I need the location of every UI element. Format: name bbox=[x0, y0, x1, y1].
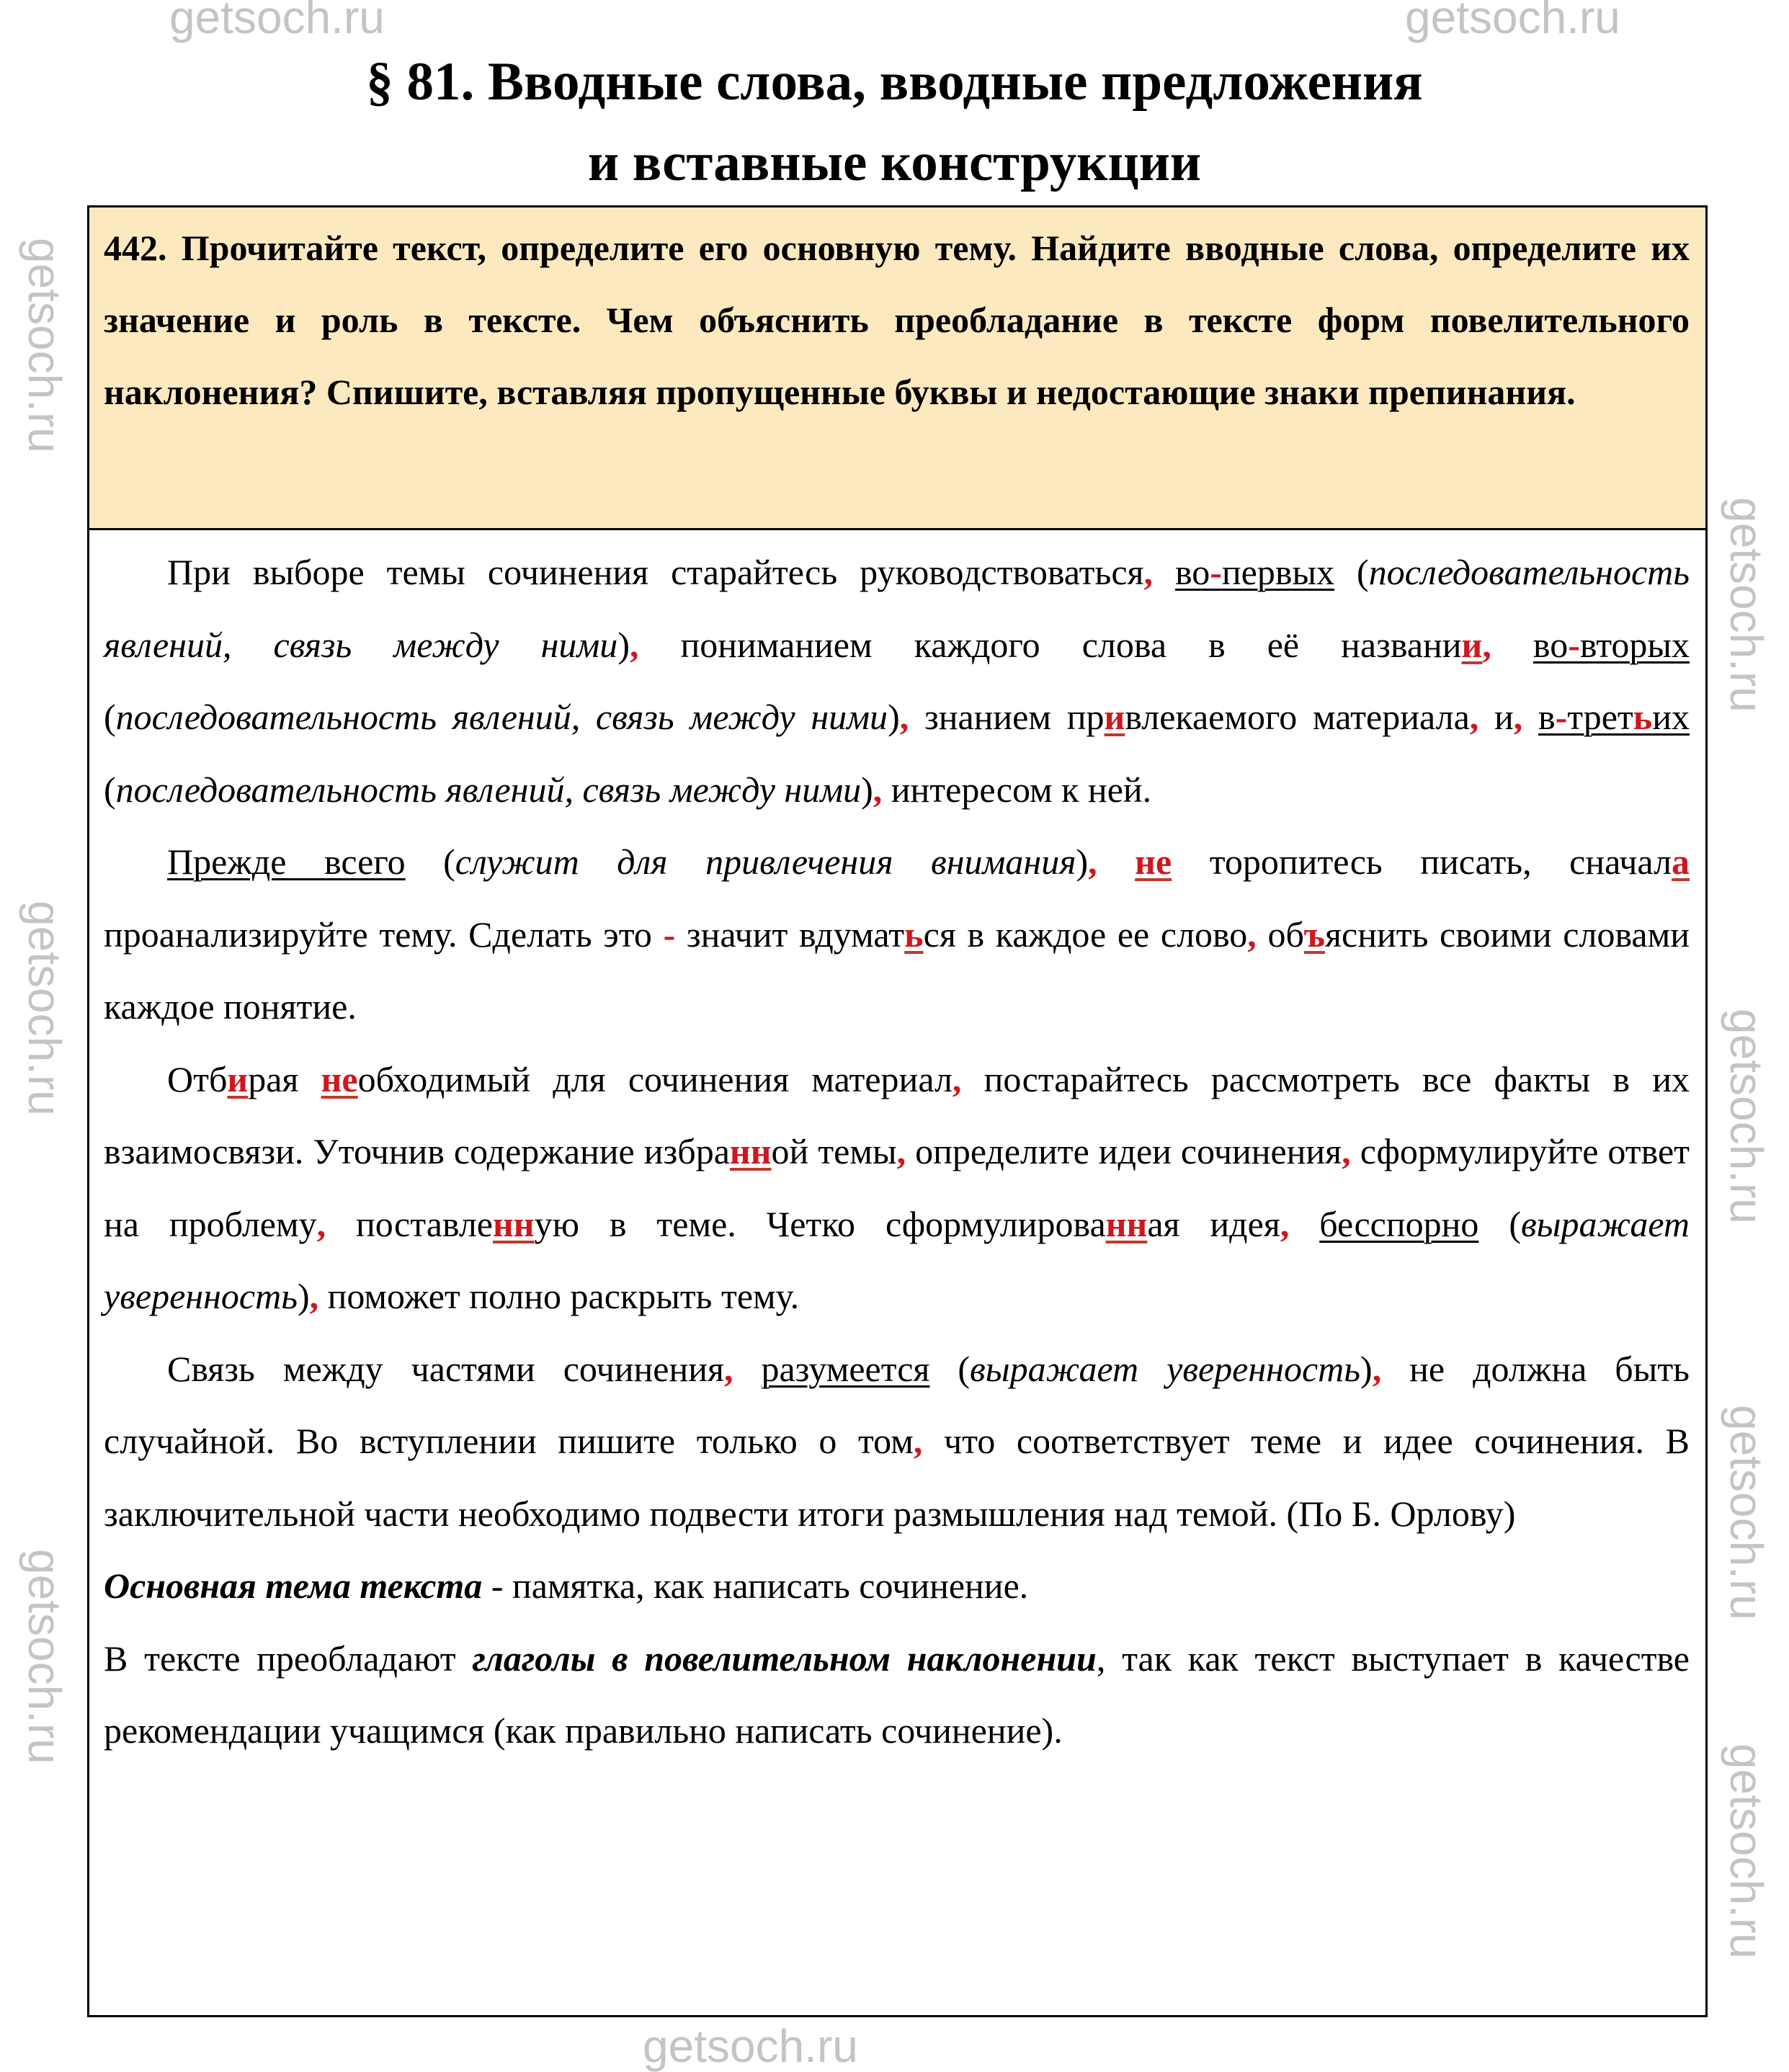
section-title bbox=[0, 42, 1789, 203]
inserted-punctuation: - bbox=[663, 914, 676, 955]
text-segment: обходимый для сочинения материал bbox=[357, 1058, 953, 1099]
inserted-punctuation: , bbox=[1088, 841, 1097, 882]
text-segment: ( bbox=[405, 841, 455, 882]
watermark: getsoch.ru bbox=[1721, 1009, 1772, 1224]
watermark: getsoch.ru bbox=[169, 0, 385, 43]
text-segment: Связь между частями сочинения bbox=[167, 1348, 724, 1389]
watermark: getsoch.ru bbox=[1721, 1743, 1772, 1959]
text-segment: ой темы bbox=[771, 1131, 897, 1171]
inserted-letter: нн bbox=[729, 1131, 772, 1171]
inserted-letter: а bbox=[1672, 841, 1690, 882]
watermark: getsoch.ru bbox=[19, 901, 71, 1116]
inserted-punctuation: , bbox=[309, 1276, 319, 1316]
text-segment bbox=[1522, 697, 1538, 737]
text-segment: рая bbox=[248, 1058, 321, 1099]
inserted-punctuation: , bbox=[1247, 914, 1257, 955]
text-segment: ( bbox=[1478, 1203, 1521, 1244]
text-segment: ( bbox=[1334, 552, 1369, 592]
introductory-word: их bbox=[1652, 697, 1690, 737]
section-title-line-1: § 81. Вводные слова, вводные предложения bbox=[366, 52, 1423, 112]
introductory-word: трет bbox=[1567, 697, 1633, 737]
text-paragraph bbox=[104, 1043, 1690, 1333]
inserted-letter: и bbox=[1461, 624, 1483, 665]
meaning-note: последовательность явлений, связь между ними bbox=[115, 697, 888, 737]
text-segment: определите идеи сочинения bbox=[906, 1131, 1342, 1171]
introductory-word: первых bbox=[1221, 552, 1335, 592]
text-segment: ся в каждое ее слово bbox=[923, 914, 1248, 955]
inserted-punctuation: , bbox=[899, 697, 909, 737]
text-segment: ) bbox=[1360, 1348, 1373, 1389]
inserted-hyphen: ь bbox=[1633, 697, 1653, 737]
text-paragraph bbox=[104, 1333, 1690, 1550]
inserted-hyphen: - bbox=[1555, 697, 1568, 737]
inserted-letter: нн bbox=[1105, 1203, 1148, 1244]
introductory-word: вторых bbox=[1579, 624, 1690, 665]
text-segment: ) bbox=[888, 697, 900, 737]
meaning-note: последовательность явлений, связь между ними bbox=[115, 769, 862, 810]
inserted-punctuation: , bbox=[1280, 1203, 1290, 1244]
meaning-note: служит для привлечения внимания bbox=[455, 841, 1076, 882]
inserted-punctuation: , bbox=[896, 1131, 906, 1171]
inserted-hyphen: - bbox=[1568, 624, 1580, 665]
text-segment: ( bbox=[104, 769, 116, 810]
text-segment: не должна быть случайной. Во вступлении пишите только о том bbox=[104, 1348, 1690, 1461]
text-segment: При выборе темы сочинения старайтесь руководствоваться bbox=[167, 552, 1144, 592]
inserted-letter: не bbox=[321, 1058, 358, 1099]
inserted-punctuation: , bbox=[913, 1421, 923, 1461]
text-segment: поставле bbox=[326, 1203, 493, 1244]
introductory-word: Прежде всего bbox=[167, 841, 406, 882]
watermark: getsoch.ru bbox=[1721, 497, 1772, 713]
inserted-punctuation: , bbox=[1482, 624, 1491, 665]
watermark: getsoch.ru bbox=[643, 2020, 858, 2072]
text-segment: ) bbox=[617, 624, 630, 665]
text-segment: Отб bbox=[167, 1058, 228, 1099]
answer-line bbox=[104, 1622, 1690, 1767]
text-segment: яснить своими словами каждое понятие. bbox=[104, 914, 1690, 1027]
meaning-note: выражает уверенность bbox=[104, 1203, 1690, 1316]
inserted-punctuation: , bbox=[316, 1203, 326, 1244]
text-segment bbox=[1491, 625, 1533, 665]
watermark: getsoch.ru bbox=[1721, 1405, 1772, 1620]
meaning-note: последовательность явлений, связь между ними bbox=[104, 552, 1690, 665]
text-segment: постарайтесь рассмотреть все факты в их взаимосвязи. Уточнив содержание избра bbox=[104, 1058, 1690, 1171]
inserted-punctuation: , bbox=[1143, 552, 1154, 592]
task-instructions: 442. Прочитайте текст, определите его основную тему. Найдите вводные слова, определите их значение и роль в тексте. Чем объяснить преобладание в тексте форм повелительного наклонения? Спишите, вставляя пропущенные буквы и недостающие знаки препинания. bbox=[89, 207, 1705, 530]
watermark: getsoch.ru bbox=[19, 238, 71, 453]
text-segment: ) bbox=[297, 1276, 310, 1316]
text-segment bbox=[733, 1349, 762, 1389]
meaning-note: выражает уверенность bbox=[970, 1348, 1361, 1389]
text-segment: ( bbox=[929, 1348, 971, 1389]
text-segment: поможет полно раскрыть тему. bbox=[318, 1276, 800, 1316]
introductory-word: в bbox=[1538, 697, 1556, 737]
text-segment: ) bbox=[1076, 841, 1089, 882]
text-segment: значит вдумат bbox=[675, 914, 905, 955]
inserted-letter: и bbox=[227, 1058, 249, 1099]
text-paragraph bbox=[104, 826, 1690, 1043]
text-segment: об bbox=[1256, 914, 1304, 955]
text-segment: что соответствует теме и идее сочинения. В заключительной части необходимо подвести итоги размышления над темой. (По Б. Орлову) bbox=[104, 1421, 1690, 1534]
inserted-letter: ъ bbox=[1303, 914, 1326, 955]
watermark: getsoch.ru bbox=[19, 1549, 71, 1764]
text-segment bbox=[1153, 552, 1175, 592]
emphasis: глаголы в повелительном наклонении bbox=[472, 1638, 1097, 1679]
introductory-word: во bbox=[1533, 624, 1569, 665]
inserted-punctuation: , bbox=[1372, 1348, 1382, 1389]
text-segment: ая идея bbox=[1147, 1203, 1280, 1244]
text-segment: торопитесь писать, сначал bbox=[1172, 841, 1672, 882]
inserted-punctuation: , bbox=[1342, 1131, 1351, 1171]
text-segment: , так как текст выступает в качестве рекомендации учащимся (как правильно написать сочинение). bbox=[104, 1638, 1690, 1751]
text-segment: влекаемого материала bbox=[1125, 697, 1470, 737]
exercise-box bbox=[87, 205, 1708, 2017]
text-segment: знанием пр bbox=[909, 697, 1105, 737]
text-segment: ) bbox=[861, 769, 873, 810]
inserted-punctuation: , bbox=[724, 1348, 733, 1389]
introductory-word: во bbox=[1174, 552, 1210, 592]
text-segment: ( bbox=[104, 697, 116, 737]
watermark: getsoch.ru bbox=[1405, 0, 1620, 43]
text-segment: сформулируйте ответ на проблему bbox=[104, 1131, 1690, 1244]
inserted-hyphen: - bbox=[1210, 552, 1222, 592]
text-segment bbox=[1097, 841, 1136, 882]
inserted-letter: ь bbox=[904, 914, 924, 955]
text-segment: ую в теме. Четко сформулирова bbox=[534, 1203, 1106, 1244]
inserted-letter: нн bbox=[493, 1203, 535, 1244]
inserted-letter: не bbox=[1135, 841, 1172, 882]
text-segment: интересом к ней. bbox=[882, 769, 1152, 810]
text-segment bbox=[1289, 1204, 1319, 1244]
text-segment: пониманием каждого слова в её названи bbox=[638, 624, 1462, 665]
inserted-punctuation: , bbox=[629, 624, 639, 665]
text-segment: - памятка, как написать сочинение. bbox=[482, 1566, 1029, 1606]
inserted-punctuation: , bbox=[1513, 697, 1523, 737]
text-segment: В тексте преобладают bbox=[104, 1638, 473, 1679]
exercise-text bbox=[89, 530, 1705, 1767]
text-segment: и bbox=[1478, 697, 1514, 737]
emphasis: Основная тема текста bbox=[104, 1566, 483, 1606]
answer-line bbox=[104, 1550, 1690, 1622]
section-title-line-2: и вставные конструкции bbox=[587, 133, 1202, 192]
inserted-punctuation: , bbox=[873, 769, 883, 810]
inserted-punctuation: , bbox=[952, 1058, 962, 1099]
introductory-word: разумеется bbox=[761, 1348, 930, 1389]
introductory-word: бесспорно bbox=[1319, 1203, 1479, 1244]
inserted-letter: и bbox=[1104, 697, 1125, 737]
text-paragraph bbox=[104, 536, 1690, 826]
text-segment: проанализируйте тему. Сделать это bbox=[104, 914, 664, 955]
inserted-punctuation: , bbox=[1469, 697, 1479, 737]
